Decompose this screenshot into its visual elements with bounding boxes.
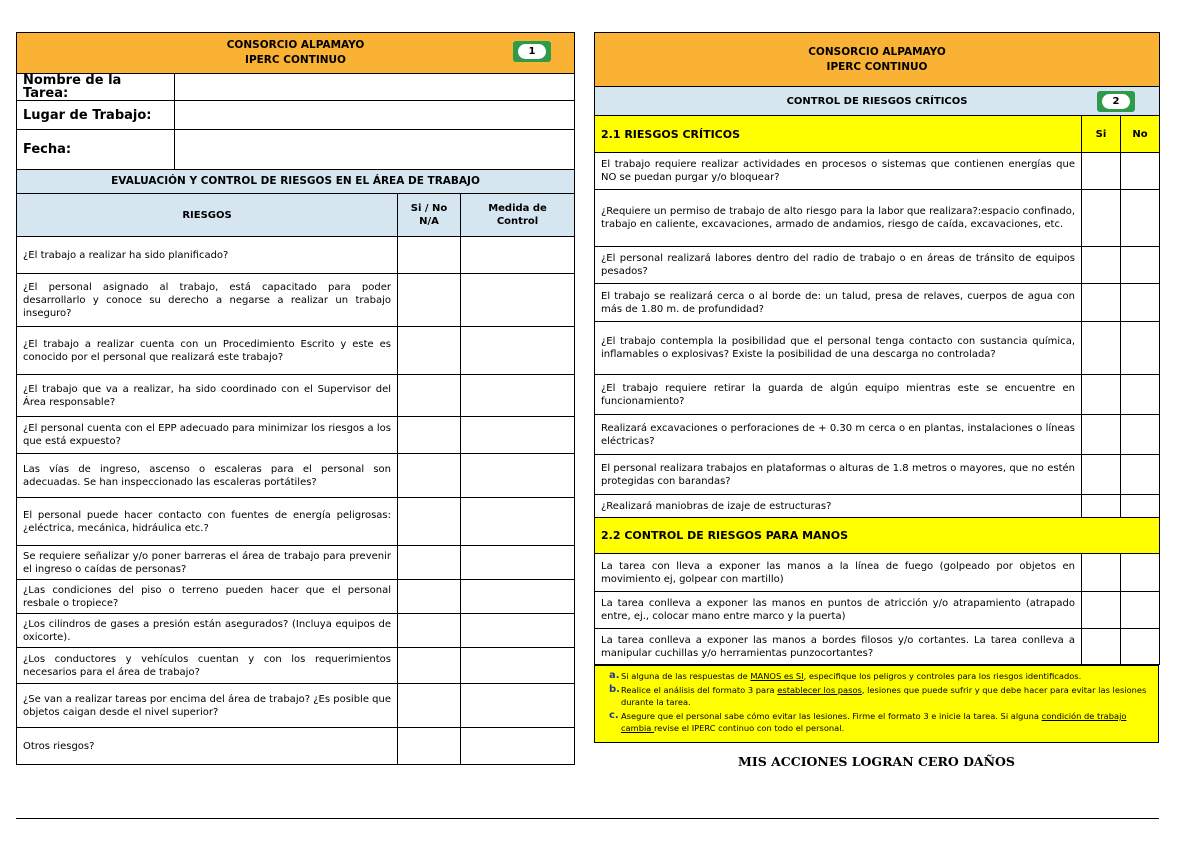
risk-question: ¿El trabajo a realizar ha sido planificado? bbox=[17, 237, 398, 274]
hands-risk-row bbox=[595, 629, 1160, 665]
left-sheet bbox=[16, 32, 574, 765]
critical-yes-cell[interactable] bbox=[1082, 247, 1121, 284]
note-b-letter: b. bbox=[609, 684, 620, 695]
critical-risk-question: ¿El trabajo contempla la posibilidad que el personal tenga contacto con sustancia química, inflamables o explosivas? Existe la posibilidad de una descarga no controlada? bbox=[595, 322, 1082, 375]
critical-risk-row bbox=[595, 495, 1160, 518]
critical-risk-question: El trabajo requiere realizar actividades en procesos o sistemas que contienen energías que NO se puedan purgar y/o bloquear? bbox=[595, 153, 1082, 190]
left-company-name: CONSORCIO ALPAMAYO bbox=[226, 39, 365, 51]
hands-yes-cell[interactable] bbox=[1082, 629, 1121, 665]
right-sheet bbox=[594, 32, 1159, 769]
critical-risk-question: ¿El personal realizará labores dentro del radio de trabajo o en áreas de tránsito de equipos pesados? bbox=[595, 247, 1082, 284]
risk-measure-cell[interactable] bbox=[461, 498, 575, 546]
risk-row bbox=[17, 327, 575, 375]
date-label: Fecha: bbox=[17, 130, 175, 170]
critical-no-cell[interactable] bbox=[1121, 495, 1160, 518]
risk-question: Otros riesgos? bbox=[17, 728, 398, 765]
risk-measure-cell[interactable] bbox=[461, 546, 575, 580]
risk-row bbox=[17, 580, 575, 614]
risk-measure-cell[interactable] bbox=[461, 614, 575, 648]
note-c: c. Asegure que el personal sabe cómo evitar las lesiones. Firme el formato 3 e inicie la tarea. Si alguna condición de trabajo cambia revise el IPERC continuo con todo el personal. bbox=[609, 710, 1127, 733]
risk-measure-cell[interactable] bbox=[461, 580, 575, 614]
risk-question: ¿El personal cuenta con el EPP adecuado para minimizar los riesgos a los que está expuesto? bbox=[17, 417, 398, 454]
hands-no-cell[interactable] bbox=[1121, 592, 1160, 629]
critical-risk-row bbox=[595, 415, 1160, 455]
instructions-box bbox=[594, 665, 1159, 743]
note-c-highlight: condición de trabajo cambia bbox=[621, 711, 1127, 733]
risk-answer-cell[interactable] bbox=[398, 417, 461, 454]
risk-answer-cell[interactable] bbox=[398, 546, 461, 580]
right-header bbox=[595, 33, 1160, 87]
note-b-highlight: establecer los pasos bbox=[777, 685, 862, 695]
critical-no-cell[interactable] bbox=[1121, 284, 1160, 322]
sheet-number-badge: 1 bbox=[513, 41, 551, 62]
risk-measure-cell[interactable] bbox=[461, 274, 575, 327]
risk-measure-cell[interactable] bbox=[461, 684, 575, 728]
hands-yes-cell[interactable] bbox=[1082, 592, 1121, 629]
left-form-table bbox=[16, 32, 575, 765]
risk-question: ¿El trabajo que va a realizar, ha sido coordinado con el Supervisor del Área responsable? bbox=[17, 375, 398, 417]
critical-risk-question: El trabajo se realizará cerca o al borde de: un talud, presa de relaves, cuerpos de agua con más de 1.80 m. de profundidad? bbox=[595, 284, 1082, 322]
note-c-letter: c. bbox=[609, 710, 619, 721]
hands-control-title: 2.2 CONTROL DE RIESGOS PARA MANOS bbox=[595, 518, 1160, 554]
critical-risk-question: El personal realizara trabajos en plataformas o alturas de 1.8 metros o mayores, que no estén protegidas con barandas? bbox=[595, 455, 1082, 495]
critical-rows bbox=[595, 153, 1160, 518]
critical-no-cell[interactable] bbox=[1121, 455, 1160, 495]
right-form-table bbox=[594, 32, 1160, 665]
note-a: a. Si alguna de las respuestas de MANOS es SI, especifique los peligros y controles para los riesgos identificados. bbox=[609, 670, 1082, 681]
risk-answer-cell[interactable] bbox=[398, 614, 461, 648]
hands-risk-row bbox=[595, 592, 1160, 629]
critical-risk-row bbox=[595, 190, 1160, 247]
hands-no-cell[interactable] bbox=[1121, 629, 1160, 665]
risk-row bbox=[17, 274, 575, 327]
yes-column-header: Si bbox=[1082, 116, 1121, 153]
note-a-letter: a. bbox=[609, 670, 620, 681]
risk-answer-cell[interactable] bbox=[398, 454, 461, 498]
left-form-title: IPERC CONTINUO bbox=[245, 54, 346, 66]
critical-yes-cell[interactable] bbox=[1082, 153, 1121, 190]
left-header bbox=[17, 33, 575, 74]
risk-question: ¿El trabajo a realizar cuenta con un Procedimiento Escrito y este es conocido por el personal que realizará este trabajo? bbox=[17, 327, 398, 375]
task-name-label: Nombre de la Tarea: bbox=[17, 74, 175, 101]
critical-risk-row bbox=[595, 153, 1160, 190]
critical-no-cell[interactable] bbox=[1121, 375, 1160, 415]
risk-row bbox=[17, 648, 575, 684]
risk-measure-cell[interactable] bbox=[461, 327, 575, 375]
risk-answer-cell[interactable] bbox=[398, 375, 461, 417]
risk-question: Las vías de ingreso, ascenso o escaleras para el personal son adecuadas. Se han inspeccionado las escaleras portátiles? bbox=[17, 454, 398, 498]
risk-answer-cell[interactable] bbox=[398, 498, 461, 546]
critical-control-title bbox=[595, 87, 1160, 116]
task-name-field[interactable] bbox=[175, 74, 575, 101]
critical-no-cell[interactable] bbox=[1121, 190, 1160, 247]
risk-row bbox=[17, 498, 575, 546]
risk-answer-cell[interactable] bbox=[398, 274, 461, 327]
critical-no-cell[interactable] bbox=[1121, 247, 1160, 284]
risk-row bbox=[17, 546, 575, 580]
risk-question: ¿Los conductores y vehículos cuentan y con los requerimientos necesarios para el área de trabajo? bbox=[17, 648, 398, 684]
risks-column-header: RIESGOS bbox=[17, 194, 398, 237]
risk-measure-cell[interactable] bbox=[461, 375, 575, 417]
critical-yes-cell[interactable] bbox=[1082, 495, 1121, 518]
slogan: MIS ACCIONES LOGRAN CERO DAÑOS bbox=[738, 754, 1015, 769]
risk-rows bbox=[17, 237, 575, 765]
risk-question: ¿El personal asignado al trabajo, está capacitado para poder desarrollarlo y conoce su derecho a negarse a realizar un trabajo inseguro? bbox=[17, 274, 398, 327]
critical-risk-row bbox=[595, 322, 1160, 375]
risk-answer-cell[interactable] bbox=[398, 237, 461, 274]
critical-risks-title: 2.1 RIESGOS CRÍTICOS bbox=[595, 116, 1082, 153]
hands-yes-cell[interactable] bbox=[1082, 554, 1121, 592]
critical-risk-question: ¿El trabajo requiere retirar la guarda de algún equipo mientras este se encuentre en funcionamiento? bbox=[595, 375, 1082, 415]
risk-answer-cell[interactable] bbox=[398, 580, 461, 614]
note-b: b. Realice el análisis del formato 3 para establecer los pasos, lesiones que puede sufrir y que debe hacer para evitar las lesiones durante la tarea. bbox=[609, 684, 1147, 707]
risk-answer-cell[interactable] bbox=[398, 728, 461, 765]
yes-no-column-header: Si / No N/A bbox=[398, 194, 461, 237]
no-column-header: No bbox=[1121, 116, 1160, 153]
risk-question: ¿Las condiciones del piso o terreno pueden hacer que el personal resbale o tropiece? bbox=[17, 580, 398, 614]
critical-risk-question: ¿Realizará maniobras de izaje de estructuras? bbox=[595, 495, 1082, 518]
critical-no-cell[interactable] bbox=[1121, 153, 1160, 190]
risk-row bbox=[17, 454, 575, 498]
critical-risk-question: Realizará excavaciones o perforaciones de + 0.30 m cerca o en plantas, instalaciones o líneas eléctricas? bbox=[595, 415, 1082, 455]
workplace-label: Lugar de Trabajo: bbox=[17, 101, 175, 130]
critical-yes-cell[interactable] bbox=[1082, 190, 1121, 247]
hands-risk-question: La tarea con lleva a exponer las manos a la línea de fuego (golpeado por objetos en movimiento ej, golpear con martillo) bbox=[595, 554, 1082, 592]
note-a-highlight: MANOS es SI bbox=[750, 671, 804, 681]
critical-risk-question: ¿Requiere un permiso de trabajo de alto riesgo para la labor que realizara?:espacio confinado, trabajo en caliente, excavaciones, armado de andamios, riesgo de caída, excavaciones, etc. bbox=[595, 190, 1082, 247]
right-company-name: CONSORCIO ALPAMAYO bbox=[808, 45, 946, 58]
risk-measure-cell[interactable] bbox=[461, 648, 575, 684]
critical-yes-cell[interactable] bbox=[1082, 284, 1121, 322]
risk-row bbox=[17, 417, 575, 454]
risk-row bbox=[17, 375, 575, 417]
critical-risk-row bbox=[595, 284, 1160, 322]
risk-answer-cell[interactable] bbox=[398, 327, 461, 375]
risk-answer-cell[interactable] bbox=[398, 684, 461, 728]
risk-question: El personal puede hacer contacto con fuentes de energía peligrosas: ¿eléctrica, mecánica, hidráulica etc.? bbox=[17, 498, 398, 546]
risk-row bbox=[17, 728, 575, 765]
sheet-number-badge-2: 2 bbox=[1097, 91, 1135, 112]
risk-measure-cell[interactable] bbox=[461, 237, 575, 274]
hands-risk-question: La tarea conlleva a exponer las manos a bordes filosos y/o cortantes. La tarea conlleva a manipular cuchillas y/o herramientas punzocortantes? bbox=[595, 629, 1082, 665]
right-form-title: IPERC CONTINUO bbox=[826, 60, 928, 73]
risk-row bbox=[17, 684, 575, 728]
critical-no-cell[interactable] bbox=[1121, 322, 1160, 375]
critical-no-cell[interactable] bbox=[1121, 415, 1160, 455]
measure-column-header: Medida de Control bbox=[461, 194, 575, 237]
risk-measure-cell[interactable] bbox=[461, 454, 575, 498]
risk-measure-cell[interactable] bbox=[461, 728, 575, 765]
critical-risk-row bbox=[595, 375, 1160, 415]
critical-yes-cell[interactable] bbox=[1082, 455, 1121, 495]
workplace-field[interactable] bbox=[175, 101, 575, 130]
risk-question: Se requiere señalizar y/o poner barreras el área de trabajo para prevenir el ingreso o caídas de personas? bbox=[17, 546, 398, 580]
hands-risk-question: La tarea conlleva a exponer las manos en puntos de atricción y/o atrapamiento (atrapado entre, ej., colocar mano entre marco y la puerta) bbox=[595, 592, 1082, 629]
risk-row bbox=[17, 614, 575, 648]
hands-risk-row bbox=[595, 554, 1160, 592]
hands-no-cell[interactable] bbox=[1121, 554, 1160, 592]
critical-yes-cell[interactable] bbox=[1082, 415, 1121, 455]
bottom-rule bbox=[16, 818, 1159, 819]
critical-yes-cell[interactable] bbox=[1082, 375, 1121, 415]
critical-control-title-text: CONTROL DE RIESGOS CRÍTICOS bbox=[786, 95, 968, 107]
risk-question: ¿Los cilindros de gases a presión están asegurados? (Incluya equipos de oxicorte). bbox=[17, 614, 398, 648]
risk-measure-cell[interactable] bbox=[461, 417, 575, 454]
critical-risk-row bbox=[595, 455, 1160, 495]
risk-row bbox=[17, 237, 575, 274]
date-field[interactable] bbox=[175, 130, 575, 170]
critical-risk-row bbox=[595, 247, 1160, 284]
evaluation-section-title: EVALUACIÓN Y CONTROL DE RIESGOS EN EL ÁREA DE TRABAJO bbox=[17, 170, 575, 194]
critical-yes-cell[interactable] bbox=[1082, 322, 1121, 375]
risk-answer-cell[interactable] bbox=[398, 648, 461, 684]
hands-rows bbox=[595, 554, 1160, 665]
risk-question: ¿Se van a realizar tareas por encima del área de trabajo? ¿Es posible que objetos caigan desde el nivel superior? bbox=[17, 684, 398, 728]
